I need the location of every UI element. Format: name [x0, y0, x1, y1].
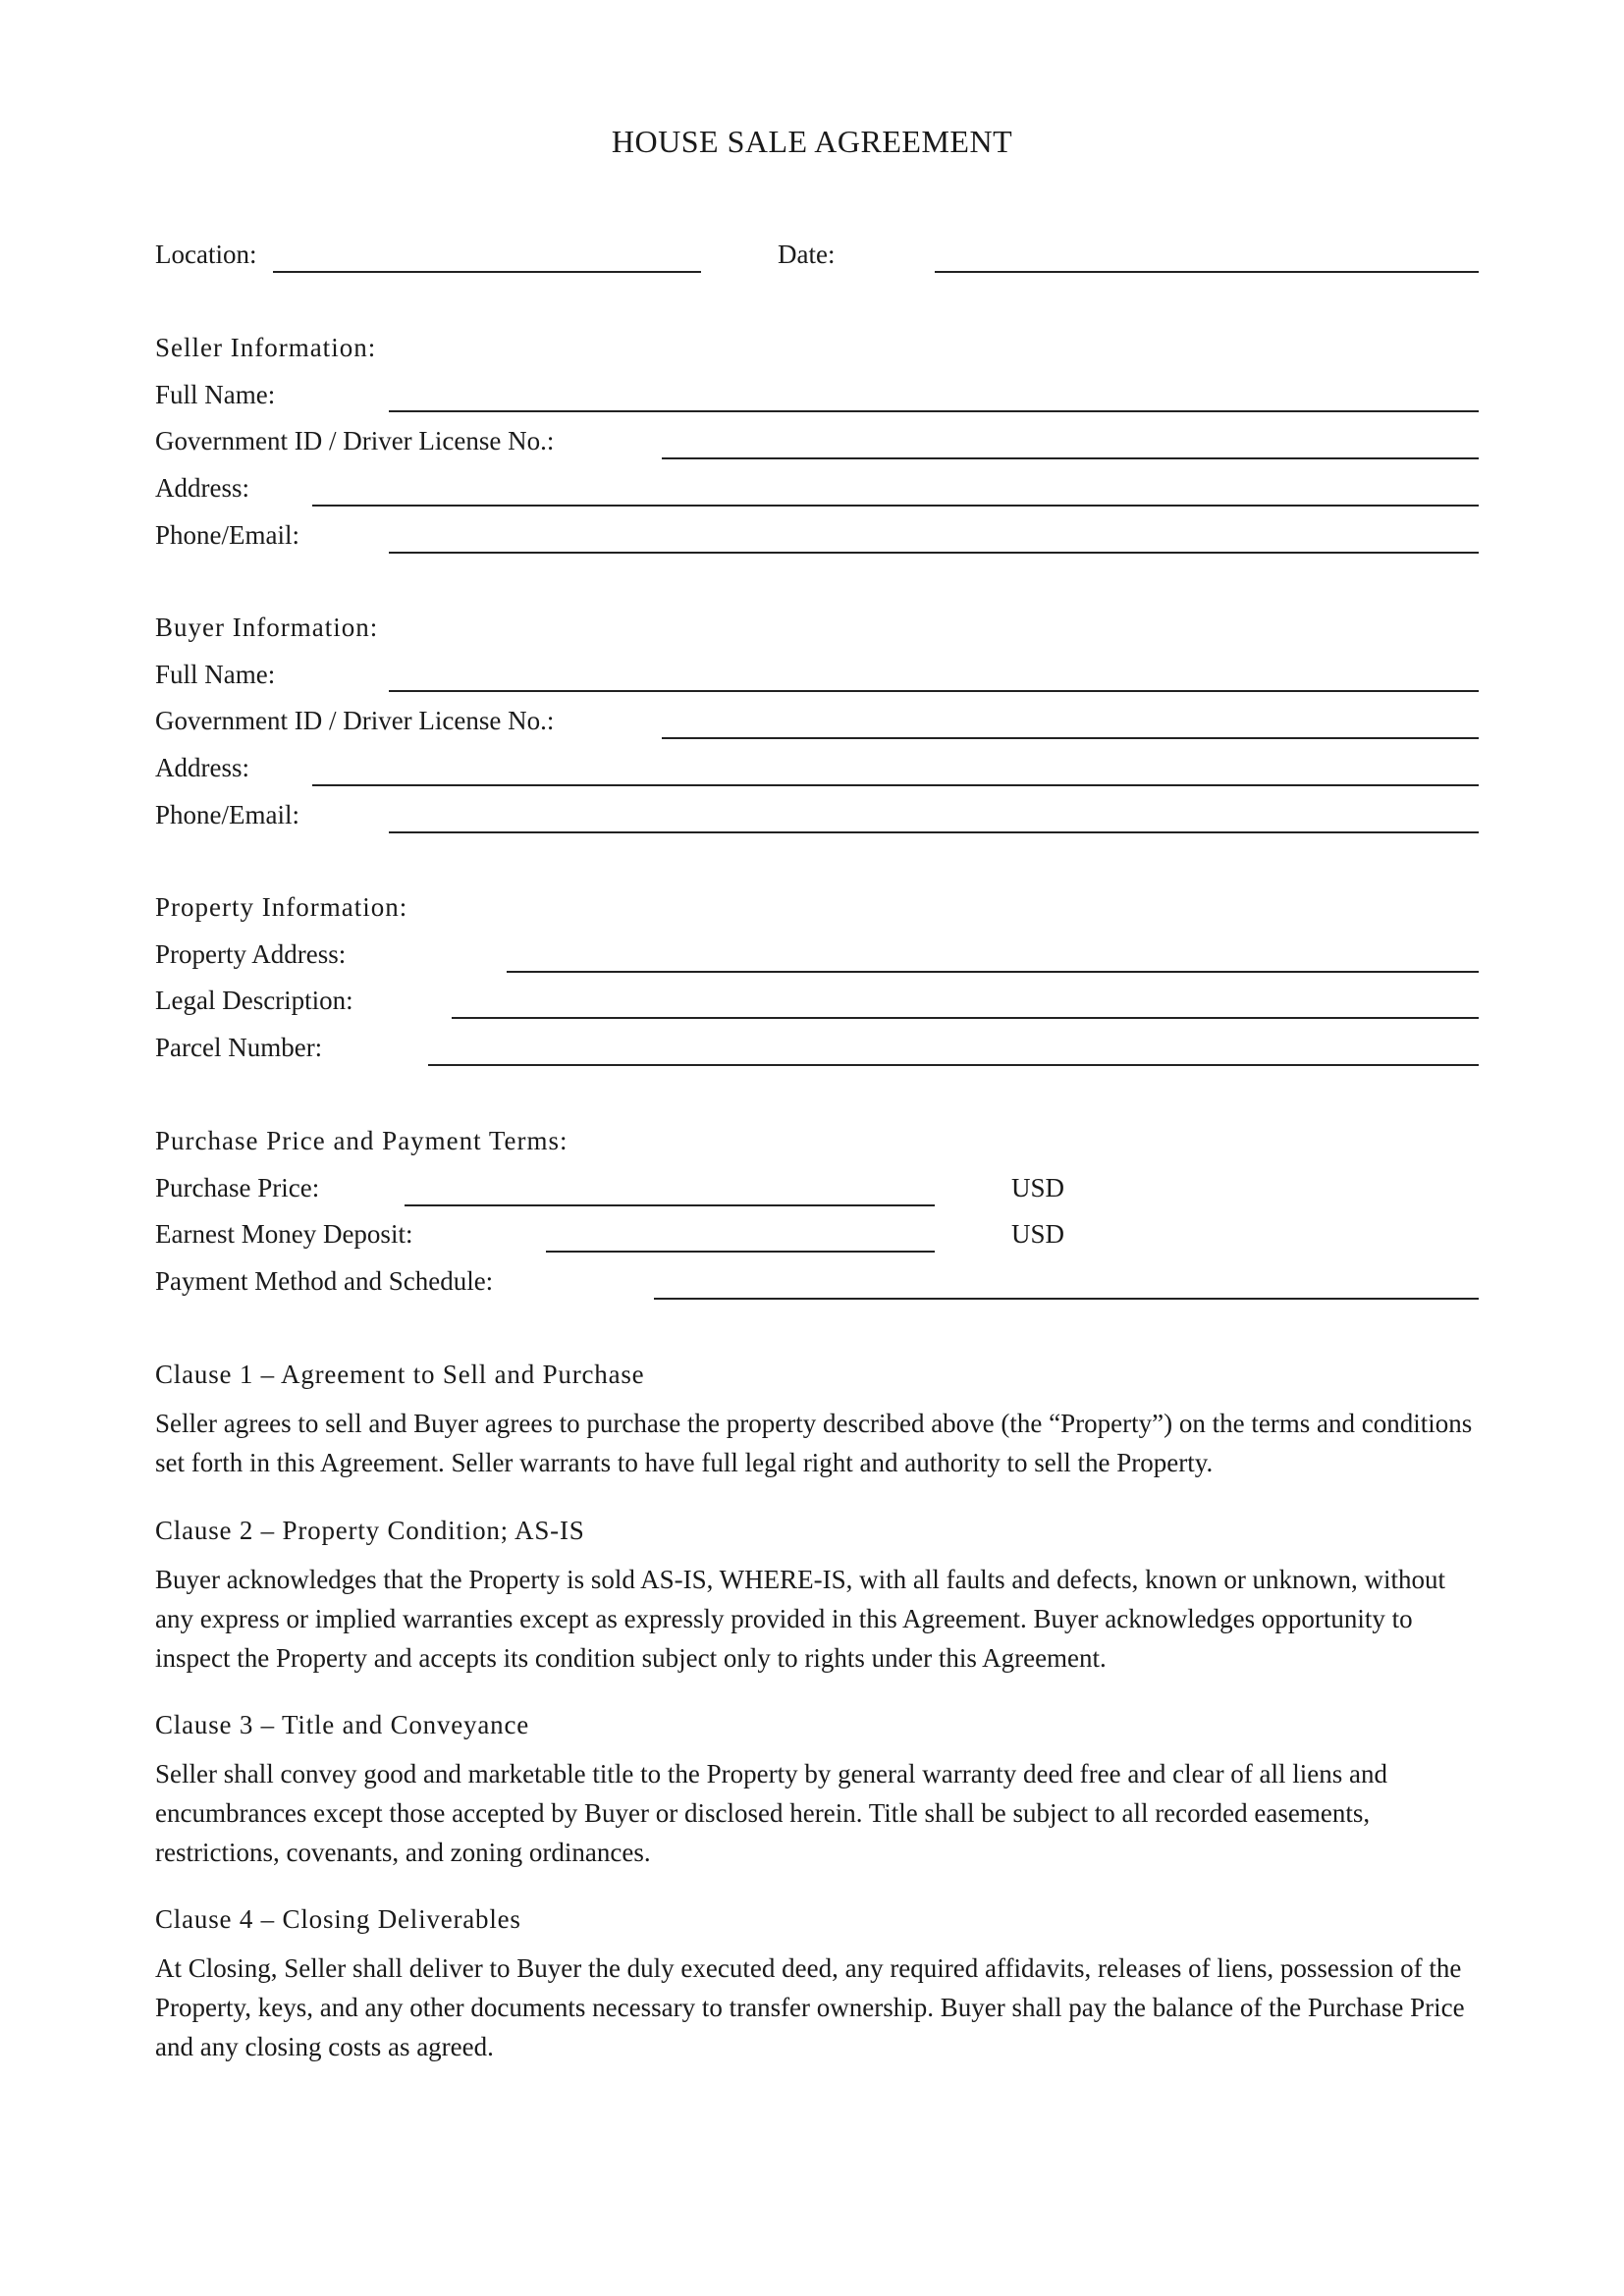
date-label: Date: — [778, 240, 836, 269]
property-section-heading: Property Information: — [155, 892, 408, 922]
seller-section-heading: Seller Information: — [155, 333, 377, 362]
purchase-price-currency: USD — [1011, 1173, 1065, 1202]
clause-4-heading: Clause 4 – Closing Deliverables — [155, 1904, 521, 1934]
clause-2-heading: Clause 2 – Property Condition; AS-IS — [155, 1516, 585, 1545]
buyer-full-name-label: Full Name: — [155, 660, 276, 689]
clause-2-text: Buyer acknowledges that the Property is sold AS-IS, WHERE-IS, with all faults and defects, known or unknown, without any express or implied warranties except as expressly provided in this Agreement. Buyer acknowledges opportunity to inspect the Property and accepts its condition subject only to rights under this Agreement. — [155, 1565, 1446, 1673]
clause-3-text: Seller shall convey good and marketable title to the Property by general warranty deed free and clear of all liens and encumbrances except those accepted by Buyer or disclosed herein. Title shall be subject to all recorded easements, restrictions, covenants, and zoning ordinances. — [155, 1759, 1388, 1867]
seller-phone-email-label: Phone/Email: — [155, 520, 299, 550]
buyer-address-label: Address: — [155, 753, 249, 782]
purchase-price-label: Purchase Price: — [155, 1173, 320, 1202]
parcel-number-field[interactable] — [428, 1064, 1479, 1066]
seller-address-label: Address: — [155, 473, 249, 503]
document-title: HOUSE SALE AGREEMENT — [611, 124, 1013, 159]
buyer-section-heading: Buyer Information: — [155, 613, 379, 642]
payment-section-heading: Purchase Price and Payment Terms: — [155, 1126, 568, 1155]
earnest-deposit-field[interactable] — [546, 1251, 935, 1253]
buyer-full-name-field[interactable] — [389, 690, 1479, 692]
clause-1-heading: Clause 1 – Agreement to Sell and Purchase — [155, 1360, 645, 1389]
purchase-price-field[interactable] — [405, 1204, 935, 1206]
earnest-deposit-currency: USD — [1011, 1219, 1065, 1249]
payment-method-label: Payment Method and Schedule: — [155, 1266, 494, 1296]
property-address-field[interactable] — [507, 971, 1479, 973]
seller-address-field[interactable] — [312, 505, 1479, 507]
buyer-phone-email-label: Phone/Email: — [155, 800, 299, 829]
property-address-label: Property Address: — [155, 939, 347, 969]
date-field[interactable] — [935, 271, 1479, 273]
clause-1-text: Seller agrees to sell and Buyer agrees to purchase the property described above (the “Property”) on the terms and conditions set forth in this Agreement. Seller warrants to have full legal right and authority to sell the Property. — [155, 1409, 1473, 1477]
location-label: Location: — [155, 240, 257, 269]
clause-3-heading: Clause 3 – Title and Conveyance — [155, 1710, 530, 1739]
seller-gov-id-label: Government ID / Driver License No.: — [155, 426, 555, 455]
seller-full-name-field[interactable] — [389, 410, 1479, 412]
buyer-address-field[interactable] — [312, 784, 1479, 786]
legal-description-label: Legal Description: — [155, 986, 353, 1015]
seller-gov-id-field[interactable] — [662, 457, 1479, 459]
legal-description-field[interactable] — [452, 1017, 1479, 1019]
buyer-gov-id-field[interactable] — [662, 737, 1479, 739]
clause-4-text: At Closing, Seller shall deliver to Buyer the duly executed deed, any required affidavits, releases of liens, possession of the Property, keys, and any other documents necessary to transfer ownership. Buyer shall pay the balance of the Purchase Price and any closing costs as agreed. — [155, 1953, 1465, 2061]
seller-phone-email-field[interactable] — [389, 552, 1479, 554]
parcel-number-label: Parcel Number: — [155, 1033, 323, 1062]
location-field[interactable] — [273, 271, 701, 273]
buyer-gov-id-label: Government ID / Driver License No.: — [155, 706, 555, 735]
buyer-phone-email-field[interactable] — [389, 831, 1479, 833]
earnest-deposit-label: Earnest Money Deposit: — [155, 1219, 413, 1249]
seller-full-name-label: Full Name: — [155, 380, 276, 409]
payment-method-field[interactable] — [654, 1298, 1479, 1300]
